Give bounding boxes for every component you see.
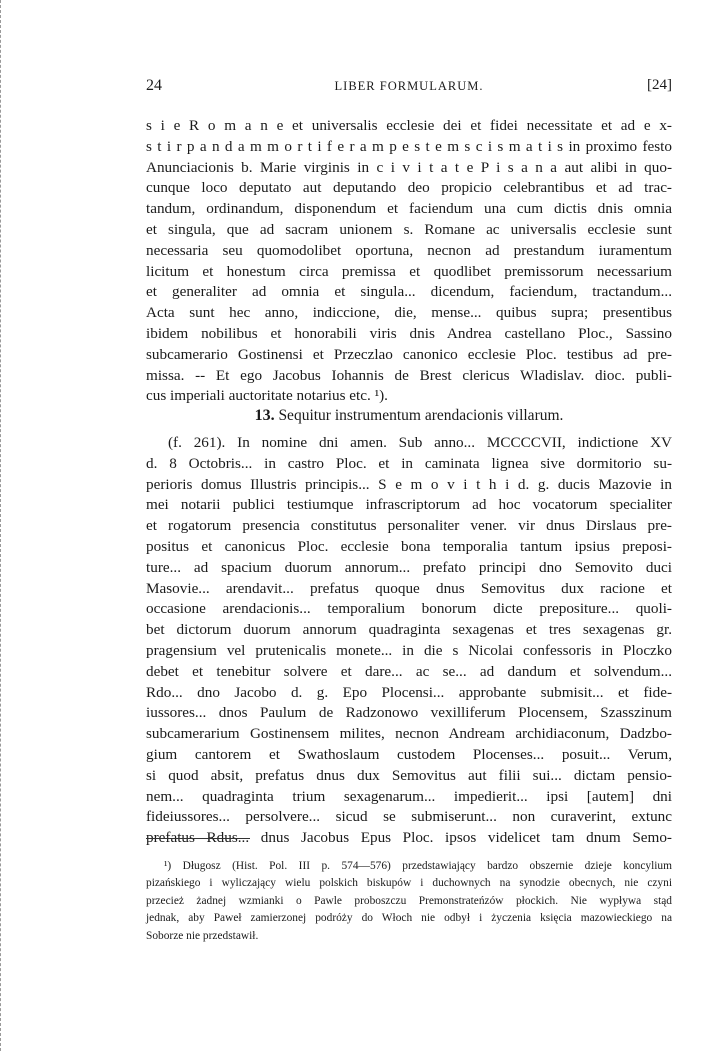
text-line: d. 8 Octobris... in castro Ploc. et in caminata lignea sive dormitorio su- bbox=[146, 454, 672, 472]
text-line: missa. -- Et ego Jacobus Iohannis de Brest clericus Wladislav. dioc. publi- bbox=[146, 366, 672, 384]
text-line: positus et canonicus Ploc. ecclesie bona temporalia tantum ipsius preposi- bbox=[146, 537, 672, 555]
text-line: cunque loco deputato aut deputando deo propicio celebrantibus et ad trac- bbox=[146, 179, 672, 197]
text-line: bet dictorum duorum annorum quadraginta sexagenas et tres sexagenas gr. bbox=[146, 621, 672, 639]
text-line: nem... quadraginta trium sexagenarum... impedierit... ipsi [autem] dni bbox=[146, 787, 672, 805]
binding-edge bbox=[0, 0, 10, 1051]
footnote-line: przecież żadnej wzmianki o Pawle proboszczu Premonstrateńzów płockich. Nie wypływa stąd bbox=[146, 894, 672, 907]
section-heading bbox=[146, 407, 672, 425]
text-line: prefatus Rdus... dnus Jacobus Epus Ploc. ipsos videlicet tam dnum Semo- bbox=[146, 829, 672, 847]
text-line: s i e R o m a n e et universalis ecclesie dei et fidei necessitate et ad e x- bbox=[146, 117, 672, 134]
text-line: subcamerarium Gostinensem milites, necnon Andream archidiaconum, Dadzbo- bbox=[146, 725, 672, 743]
text-line: iussores... dnos Paulum de Radzonowo vexilliferum Plocensem, Szasszinum bbox=[146, 704, 672, 722]
page-reference: [24] bbox=[647, 77, 672, 93]
text-line: s t i r p a n d a m m o r t i f e r a m p e s t e m s c i s m a t i s in proximo festo bbox=[146, 137, 672, 155]
text-line: pragensium vel prutenicalis monete... in die s Nicolai confessoris in Ploczko bbox=[146, 641, 672, 659]
footnote-line: jednak, aby Paweł zamierzonej podróży do Włoch nie odbył i życzenia księcia mazowieckiego na bbox=[146, 912, 672, 925]
footnote bbox=[146, 858, 672, 945]
footnote-line: pizańskiego i wyliczający wielu polskich biskupów i duchownych na synodzie obecnych, nie czyni bbox=[146, 877, 672, 890]
text-line: si quod absit, prefatus dnus dux Semovitus aut filii sui... dictam pensio- bbox=[146, 766, 672, 784]
text-line: cus imperiali auctoritate notarius etc. ¹). bbox=[146, 387, 388, 405]
text-line: Anunciacionis b. Marie virginis in c i v i t a t e P i s a n a aut alibi in quo- bbox=[146, 158, 672, 176]
text-line: gium cantorem et Swathoslaum custodem Plocenses... posuit... Verum, bbox=[146, 745, 672, 763]
text-line: tandum, ordinandum, disponendum et faciendum una cum dictis dnis omnia bbox=[146, 200, 672, 218]
paragraph-1 bbox=[146, 116, 672, 407]
text-line: perioris domus Illustris principis... S e m o v i t h i d. g. ducis Mazovie in bbox=[146, 475, 672, 493]
text-line: fideiussores... persolvere... sicud se submiserunt... non curaverint, extunc bbox=[146, 808, 672, 826]
text-line: occasione arendacionis... temporalium bonorum dicte prepositure... quoli- bbox=[146, 600, 672, 618]
footnote-line: ¹) Długosz (Hist. Pol. III p. 574—576) przedstawiający bardzo obszernie dzieje koncylium bbox=[164, 860, 672, 872]
section-title: Sequitur instrumentum arendacionis villarum. bbox=[278, 407, 564, 424]
text-line: Rdo... dno Jacobo d. g. Epo Plocensi... approbante submisit... et fide- bbox=[146, 683, 672, 701]
text-line: necessaria seu quomodolibet oportuna, necnon ad prestandum iuramentum bbox=[146, 241, 672, 259]
text-line: (f. 261). In nomine dni amen. Sub anno... MCCCCVII, indictione XV bbox=[168, 434, 672, 451]
text-line: Masovie... arendavit... prefatus quoque dnus Semovitus dux racione et bbox=[146, 579, 672, 597]
page-number: 24 bbox=[146, 77, 162, 94]
running-title: LIBER FORMULARUM. bbox=[334, 79, 484, 93]
text-line: Acta sunt hec anno, indiccione, die, mense... quibus supra; presentibus bbox=[146, 304, 672, 322]
page-header bbox=[146, 77, 672, 99]
text-line: ibidem nobilibus et honorabili viris dnis Andrea castellano Ploc., Sassino bbox=[146, 324, 672, 342]
text-line: et rogatorum presencia constitutus personaliter vener. vir dnus Dirslaus pre- bbox=[146, 517, 672, 535]
section-number: 13. bbox=[254, 407, 275, 424]
text-line: et singula, que ad sacram unionem s. Romane ac universalis ecclesie sunt bbox=[146, 220, 672, 238]
footnote-line: Soborze nie przedstawił. bbox=[146, 929, 259, 942]
footnote-rule bbox=[146, 838, 250, 839]
text-line: mei notarii publici testiumque infrascriptorum ad hoc vocatorum specialiter bbox=[146, 496, 672, 514]
text-line: subcamerario Gostinensi et Przeczlao canonico ecclesie Ploc. testibus ad pre- bbox=[146, 345, 672, 363]
text-line: ture... ad spacium duorum annorum... prefato principi dno Semovito duci bbox=[146, 558, 672, 576]
text-line: debet et tenebitur solvere et dare... ac se... ad dandum et solvendum... bbox=[146, 662, 672, 680]
text-line: licitum et honestum circa premissa et quodlibet premissorum necessarium bbox=[146, 262, 672, 280]
paragraph-2 bbox=[146, 433, 672, 849]
text-line: et generaliter ad omnia et singula... dicendum, faciendum, tractandum... bbox=[146, 283, 672, 301]
